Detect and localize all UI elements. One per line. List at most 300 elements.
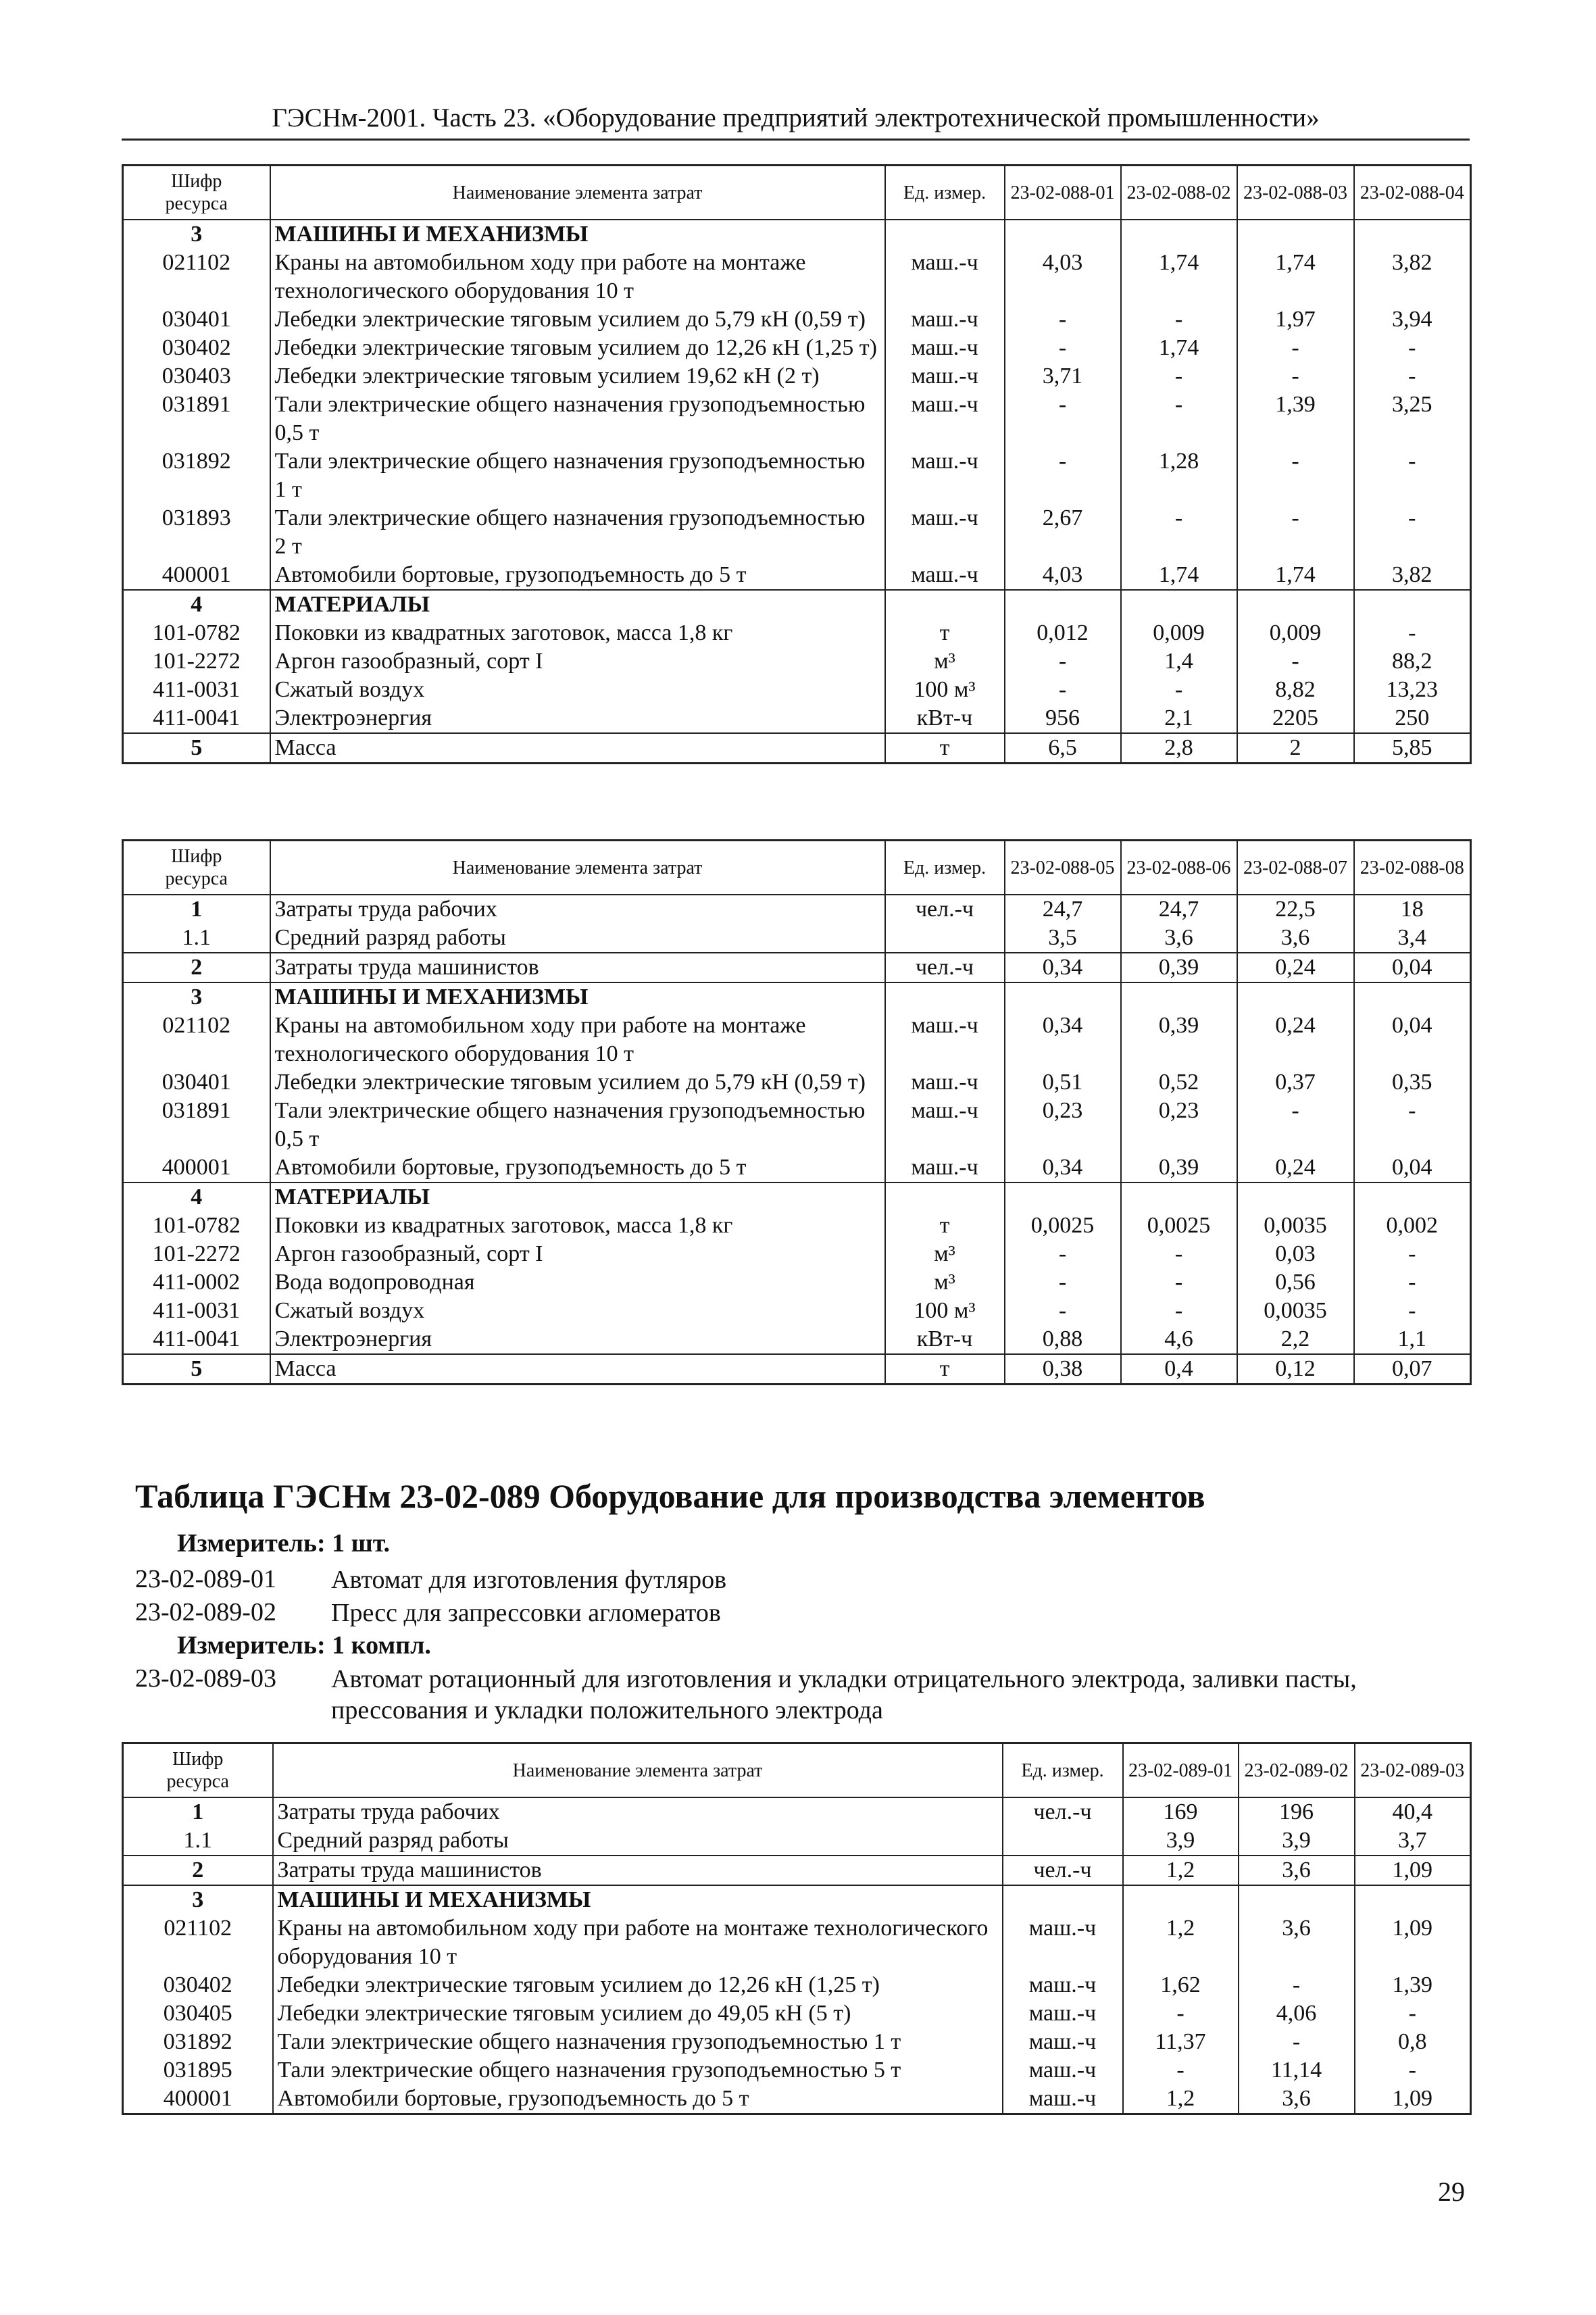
- norm-value: 88,2: [1354, 647, 1471, 676]
- column-header-code: [123, 841, 270, 895]
- norm-value: -: [1237, 334, 1354, 362]
- unit-of-measure: маш.-ч: [885, 1012, 1005, 1068]
- unit-of-measure: 100 м³: [885, 676, 1005, 704]
- norm-value: [1121, 982, 1237, 1012]
- resource-code: 021102: [123, 1914, 273, 1971]
- norm-value: -: [1354, 1297, 1471, 1325]
- column-header-code-line: ресурса: [165, 868, 228, 889]
- unit-of-measure: м³: [885, 647, 1005, 676]
- norm-value: 1,1: [1354, 1325, 1471, 1354]
- cost-element-name: Лебедки электрические тяговым усилием до 5,79 кН (0,59 т): [270, 305, 885, 334]
- norm-value: 24,7: [1121, 895, 1237, 924]
- resource-code: 5: [123, 1354, 270, 1385]
- norm-value: [1121, 1183, 1237, 1212]
- norm-value: 0,009: [1237, 619, 1354, 647]
- cost-element-name: Лебедки электрические тяговым усилием до 5,79 кН (0,59 т): [270, 1068, 885, 1097]
- norm-value: 1,74: [1121, 249, 1237, 305]
- norm-value: -: [1005, 305, 1121, 334]
- column-header-norm: 23-02-088-03: [1237, 166, 1354, 220]
- column-header-norm: 23-02-088-07: [1237, 841, 1354, 895]
- norm-value: 1,62: [1123, 1971, 1239, 1999]
- norm-value: 4,03: [1005, 561, 1121, 590]
- norm-value: 4,03: [1005, 249, 1121, 305]
- column-header-norm: 23-02-088-05: [1005, 841, 1121, 895]
- table-row: [123, 1012, 1471, 1068]
- norm-value: [1354, 1183, 1471, 1212]
- resource-code: 4: [123, 590, 270, 619]
- norm-value: 1,4: [1121, 647, 1237, 676]
- unit-of-measure: кВт-ч: [885, 1325, 1005, 1354]
- norm-value: -: [1005, 391, 1121, 447]
- unit-of-measure: [885, 982, 1005, 1012]
- norm-value: 3,6: [1237, 924, 1354, 953]
- norm-value: 4,6: [1121, 1325, 1237, 1354]
- unit-of-measure: маш.-ч: [885, 334, 1005, 362]
- resource-code: 030402: [123, 334, 270, 362]
- norm-value: [1354, 220, 1471, 249]
- norm-value: -: [1123, 2056, 1239, 2085]
- table-header-row: [123, 166, 1471, 220]
- resource-code: 101-2272: [123, 1240, 270, 1268]
- cost-element-name: Краны на автомобильном ходу при работе на монтаже технологического оборудования 10 т: [273, 1914, 1003, 1971]
- norm-value: 0,002: [1354, 1212, 1471, 1240]
- cost-element-name: Электроэнергия: [270, 704, 885, 733]
- norm-value: 0,23: [1005, 1097, 1121, 1153]
- norm-value: 1,2: [1123, 2085, 1239, 2114]
- table-title: Таблица ГЭСНм 23-02-089 Оборудование для производства элементов: [135, 1477, 1205, 1515]
- cost-element-name: Краны на автомобильном ходу при работе на монтаже технологического оборудования 10 т: [270, 1012, 885, 1068]
- cost-element-name: Аргон газообразный, сорт I: [270, 1240, 885, 1268]
- norm-value: [1123, 1885, 1239, 1914]
- unit-of-measure: чел.-ч: [1003, 1797, 1123, 1826]
- cost-element-name: Тали электрические общего назначения грузоподъемностью 0,5 т: [270, 391, 885, 447]
- norm-value: [1354, 982, 1471, 1012]
- unit-of-measure: маш.-ч: [1003, 2056, 1123, 2085]
- norm-value: [1239, 1885, 1355, 1914]
- norm-value: 22,5: [1237, 895, 1354, 924]
- resource-code: 030402: [123, 1971, 273, 1999]
- column-header-norm: 23-02-089-03: [1355, 1743, 1471, 1798]
- norm-value: -: [1005, 447, 1121, 504]
- unit-of-measure: 100 м³: [885, 1297, 1005, 1325]
- norm-value: 2205: [1237, 704, 1354, 733]
- table-row: [123, 1999, 1471, 2028]
- norm-value: 4,06: [1239, 1999, 1355, 2028]
- table-row: [123, 391, 1471, 447]
- table-row: [123, 1797, 1471, 1826]
- norm-value: -: [1121, 1297, 1237, 1325]
- column-header-code: [123, 166, 270, 220]
- norm-value: 0,07: [1354, 1354, 1471, 1385]
- norm-value: 8,82: [1237, 676, 1354, 704]
- norm-value: -: [1355, 2056, 1471, 2085]
- cost-element-name: Вода водопроводная: [270, 1268, 885, 1297]
- norm-value: 11,14: [1239, 2056, 1355, 2085]
- work-item-code: 23-02-089-02: [135, 1598, 276, 1626]
- norm-value: 196: [1239, 1797, 1355, 1826]
- cost-element-name: Поковки из квадратных заготовок, масса 1,8 кг: [270, 1212, 885, 1240]
- table-row: [123, 1826, 1471, 1856]
- norm-value: -: [1121, 305, 1237, 334]
- cost-element-name: Тали электрические общего назначения грузоподъемностью 2 т: [270, 504, 885, 561]
- norm-value: -: [1239, 2028, 1355, 2056]
- norm-value: 0,12: [1237, 1354, 1354, 1385]
- resource-code: 400001: [123, 1153, 270, 1183]
- table-row: [123, 895, 1471, 924]
- unit-of-measure: маш.-ч: [885, 447, 1005, 504]
- norm-value: -: [1354, 1097, 1471, 1153]
- resource-code: 031893: [123, 504, 270, 561]
- column-header-code-line: Шифр: [172, 1749, 224, 1770]
- unit-of-measure: маш.-ч: [1003, 2085, 1123, 2114]
- unit-of-measure: м³: [885, 1240, 1005, 1268]
- cost-element-name: Электроэнергия: [270, 1325, 885, 1354]
- norm-value: 956: [1005, 704, 1121, 733]
- norm-value: -: [1121, 676, 1237, 704]
- work-item-code: 23-02-089-03: [135, 1664, 276, 1693]
- norm-value: 1,74: [1121, 561, 1237, 590]
- norm-value: -: [1354, 504, 1471, 561]
- norm-value: 0,39: [1121, 953, 1237, 982]
- work-item-code: 23-02-089-01: [135, 1565, 276, 1593]
- norm-value: -: [1354, 1268, 1471, 1297]
- norm-value: 24,7: [1005, 895, 1121, 924]
- column-header-norm: 23-02-088-08: [1354, 841, 1471, 895]
- norm-value: 2,67: [1005, 504, 1121, 561]
- unit-of-measure: маш.-ч: [1003, 1971, 1123, 1999]
- resource-code: 3: [123, 220, 270, 249]
- column-header-name: Наименование элемента затрат: [270, 166, 885, 220]
- norm-value: 0,8: [1355, 2028, 1471, 2056]
- table-row: [123, 1914, 1471, 1971]
- cost-element-name: Лебедки электрические тяговым усилием до 12,26 кН (1,25 т): [270, 334, 885, 362]
- norm-value: -: [1237, 647, 1354, 676]
- table-row: [123, 2028, 1471, 2056]
- table-row: [123, 561, 1471, 590]
- norm-value: 0,0025: [1121, 1212, 1237, 1240]
- cost-element-name: Затраты труда машинистов: [270, 953, 885, 982]
- table-row: [123, 1212, 1471, 1240]
- column-header-norm: 23-02-088-04: [1354, 166, 1471, 220]
- column-header-norm: 23-02-089-02: [1239, 1743, 1355, 1798]
- norm-value: 0,24: [1237, 1012, 1354, 1068]
- resource-code: 101-0782: [123, 1212, 270, 1240]
- section-row: [123, 1183, 1471, 1212]
- resource-code: 411-0031: [123, 1297, 270, 1325]
- norm-value: 1,09: [1355, 1914, 1471, 1971]
- norm-value: -: [1005, 647, 1121, 676]
- norm-value: -: [1005, 334, 1121, 362]
- unit-of-measure: маш.-ч: [1003, 2028, 1123, 2056]
- unit-of-measure: [885, 590, 1005, 619]
- table-row: [123, 1971, 1471, 1999]
- unit-of-measure: чел.-ч: [1003, 1856, 1123, 1885]
- unit-of-measure: т: [885, 1354, 1005, 1385]
- norm-value: 11,37: [1123, 2028, 1239, 2056]
- norm-value: [1237, 1183, 1354, 1212]
- norm-value: 1,09: [1355, 1856, 1471, 1885]
- cost-element-name: Затраты труда машинистов: [273, 1856, 1003, 1885]
- resource-code: 411-0041: [123, 704, 270, 733]
- cost-element-name: Тали электрические общего назначения грузоподъемностью 1 т: [270, 447, 885, 504]
- norm-value: [1005, 982, 1121, 1012]
- norm-value: [1355, 1885, 1471, 1914]
- column-header-norm: 23-02-089-01: [1123, 1743, 1239, 1798]
- norm-value: [1005, 590, 1121, 619]
- table-row: [123, 1297, 1471, 1325]
- norm-value: 250: [1354, 704, 1471, 733]
- cost-element-name: Поковки из квадратных заготовок, масса 1,8 кг: [270, 619, 885, 647]
- norm-value: 5,85: [1354, 733, 1471, 764]
- cost-element-name: Автомобили бортовые, грузоподъемность до 5 т: [270, 561, 885, 590]
- table-row: [123, 924, 1471, 953]
- resource-code: 4: [123, 1183, 270, 1212]
- norm-value: 1,39: [1355, 1971, 1471, 1999]
- section-row: [123, 220, 1471, 249]
- resource-code: 021102: [123, 249, 270, 305]
- norm-value: 2,2: [1237, 1325, 1354, 1354]
- column-header-norm: 23-02-088-01: [1005, 166, 1121, 220]
- norm-value: 0,009: [1121, 619, 1237, 647]
- unit-of-measure: м³: [885, 1268, 1005, 1297]
- norm-value: 3,9: [1239, 1826, 1355, 1856]
- cost-element-name: Масса: [270, 733, 885, 764]
- table-row: [123, 504, 1471, 561]
- table-row: [123, 733, 1471, 764]
- resource-code: 031891: [123, 391, 270, 447]
- section-row: [123, 590, 1471, 619]
- norm-value: 0,35: [1354, 1068, 1471, 1097]
- column-header-unit: Ед. измер.: [885, 166, 1005, 220]
- norm-value: 1,97: [1237, 305, 1354, 334]
- norm-value: 3,71: [1005, 362, 1121, 391]
- cost-element-name: Тали электрические общего назначения грузоподъемностью 1 т: [273, 2028, 1003, 2056]
- unit-of-measure: маш.-ч: [885, 362, 1005, 391]
- resource-code: 411-0031: [123, 676, 270, 704]
- unit-of-measure: [885, 924, 1005, 953]
- norm-value: 0,04: [1354, 1012, 1471, 1068]
- norm-value: -: [1005, 676, 1121, 704]
- norm-value: 1,28: [1121, 447, 1237, 504]
- table-row: [123, 1856, 1471, 1885]
- column-header-code: [123, 1743, 273, 1798]
- resource-code: 3: [123, 1885, 273, 1914]
- norm-value: 3,94: [1354, 305, 1471, 334]
- column-header-code-line: ресурса: [165, 193, 228, 214]
- norm-value: 40,4: [1355, 1797, 1471, 1826]
- resource-code: 5: [123, 733, 270, 764]
- norm-value: -: [1237, 1097, 1354, 1153]
- norm-value: [1005, 220, 1121, 249]
- table-row: [123, 249, 1471, 305]
- unit-of-measure: т: [885, 733, 1005, 764]
- norm-value: 0,39: [1121, 1012, 1237, 1068]
- norm-value: -: [1237, 362, 1354, 391]
- unit-of-measure: т: [885, 1212, 1005, 1240]
- resource-table-088-05-08: [122, 839, 1472, 1385]
- cost-element-name: Автомобили бортовые, грузоподъемность до 5 т: [270, 1153, 885, 1183]
- norm-value: 0,04: [1354, 953, 1471, 982]
- norm-value: 1,2: [1123, 1856, 1239, 1885]
- table-row: [123, 704, 1471, 733]
- cost-element-name: Краны на автомобильном ходу при работе на монтаже технологического оборудования 10 т: [270, 249, 885, 305]
- resource-code: 030403: [123, 362, 270, 391]
- norm-value: -: [1121, 362, 1237, 391]
- resource-code: 411-0041: [123, 1325, 270, 1354]
- resource-code: 031895: [123, 2056, 273, 2085]
- norm-value: [1005, 1183, 1121, 1212]
- page-header: ГЭСНм-2001. Часть 23. «Оборудование предприятий электротехнической промышленности»: [122, 103, 1470, 141]
- unit-of-measure: чел.-ч: [885, 895, 1005, 924]
- norm-value: -: [1354, 362, 1471, 391]
- work-item-text: Пресс для запрессовки агломератов: [331, 1599, 721, 1627]
- column-header-unit: Ед. измер.: [885, 841, 1005, 895]
- norm-value: 2,1: [1121, 704, 1237, 733]
- work-item: [135, 1664, 1453, 1726]
- norm-value: [1237, 982, 1354, 1012]
- norm-value: [1354, 590, 1471, 619]
- table-row: [123, 647, 1471, 676]
- column-header-code-line: Шифр: [171, 171, 222, 192]
- unit-of-measure: маш.-ч: [885, 249, 1005, 305]
- work-item-text: Автомат для изготовления футляров: [331, 1566, 727, 1594]
- norm-value: -: [1121, 1268, 1237, 1297]
- norm-value: 0,52: [1121, 1068, 1237, 1097]
- table-row: [123, 1268, 1471, 1297]
- table-row: [123, 676, 1471, 704]
- norm-value: -: [1005, 1268, 1121, 1297]
- norm-value: 0,23: [1121, 1097, 1237, 1153]
- unit-of-measure: маш.-ч: [1003, 1999, 1123, 2028]
- norm-value: 0,24: [1237, 953, 1354, 982]
- table-row: [123, 619, 1471, 647]
- norm-value: 1,74: [1121, 334, 1237, 362]
- cost-element-name: Лебедки электрические тяговым усилием до 49,05 кН (5 т): [273, 1999, 1003, 2028]
- norm-value: 169: [1123, 1797, 1239, 1826]
- table-row: [123, 1097, 1471, 1153]
- norm-value: 3,6: [1121, 924, 1237, 953]
- column-header-norm: 23-02-088-02: [1121, 166, 1237, 220]
- cost-element-name: Затраты труда рабочих: [270, 895, 885, 924]
- norm-value: [1237, 590, 1354, 619]
- norm-value: -: [1005, 1240, 1121, 1268]
- cost-element-name: Лебедки электрические тяговым усилием 19,62 кН (2 т): [270, 362, 885, 391]
- norm-value: 13,23: [1354, 676, 1471, 704]
- norm-value: 0,0035: [1237, 1297, 1354, 1325]
- work-item-text: Автомат ротационный для изготовления и укладки отрицательного электрода, заливки пасты, прессования и укладки положительного электрода: [331, 1665, 1357, 1724]
- resource-code: 101-0782: [123, 619, 270, 647]
- cost-element-name: МАТЕРИАЛЫ: [270, 590, 885, 619]
- column-header-name: Наименование элемента затрат: [273, 1743, 1003, 1798]
- cost-element-name: Масса: [270, 1354, 885, 1385]
- table-row: [123, 1325, 1471, 1354]
- unit-of-measure: маш.-ч: [885, 1068, 1005, 1097]
- cost-element-name: Сжатый воздух: [270, 1297, 885, 1325]
- norm-value: -: [1123, 1999, 1239, 2028]
- page-number: 29: [1438, 2176, 1465, 2207]
- norm-value: 0,51: [1005, 1068, 1121, 1097]
- unit-of-measure: [885, 1183, 1005, 1212]
- cost-element-name: Тали электрические общего назначения грузоподъемностью 5 т: [273, 2056, 1003, 2085]
- norm-value: -: [1354, 619, 1471, 647]
- resource-code: 030401: [123, 1068, 270, 1097]
- resource-code: 031891: [123, 1097, 270, 1153]
- norm-value: 1,39: [1237, 391, 1354, 447]
- resource-code: 030405: [123, 1999, 273, 2028]
- norm-value: 3,6: [1239, 2085, 1355, 2114]
- cost-element-name: Средний разряд работы: [270, 924, 885, 953]
- norm-value: 3,9: [1123, 1826, 1239, 1856]
- norm-value: 0,34: [1005, 1012, 1121, 1068]
- norm-value: -: [1121, 504, 1237, 561]
- measure-unit-label: Измеритель: 1 шт.: [177, 1529, 391, 1558]
- norm-value: 0,0035: [1237, 1212, 1354, 1240]
- unit-of-measure: кВт-ч: [885, 704, 1005, 733]
- unit-of-measure: [1003, 1826, 1123, 1856]
- norm-value: 0,37: [1237, 1068, 1354, 1097]
- norm-value: 6,5: [1005, 733, 1121, 764]
- table-row: [123, 953, 1471, 982]
- cost-element-name: МАШИНЫ И МЕХАНИЗМЫ: [270, 220, 885, 249]
- norm-value: 1,09: [1355, 2085, 1471, 2114]
- norm-value: -: [1354, 334, 1471, 362]
- work-item: [135, 1564, 1453, 1595]
- section-row: [123, 982, 1471, 1012]
- table-row: [123, 1240, 1471, 1268]
- norm-value: 0,0025: [1005, 1212, 1121, 1240]
- norm-value: 1,2: [1123, 1914, 1239, 1971]
- norm-value: 1,74: [1237, 249, 1354, 305]
- norm-value: 0,012: [1005, 619, 1121, 647]
- resource-code: 400001: [123, 561, 270, 590]
- resource-code: 031892: [123, 447, 270, 504]
- unit-of-measure: т: [885, 619, 1005, 647]
- table-row: [123, 2085, 1471, 2114]
- table-row: [123, 2056, 1471, 2085]
- resource-code: 1.1: [123, 924, 270, 953]
- norm-value: -: [1355, 1999, 1471, 2028]
- resource-code: 1: [123, 1797, 273, 1826]
- unit-of-measure: [885, 220, 1005, 249]
- column-header-norm: 23-02-088-06: [1121, 841, 1237, 895]
- resource-code: 1.1: [123, 1826, 273, 1856]
- norm-value: -: [1354, 447, 1471, 504]
- resource-table-089: [122, 1742, 1472, 2115]
- resource-code: 021102: [123, 1012, 270, 1068]
- column-header-unit: Ед. измер.: [1003, 1743, 1123, 1798]
- unit-of-measure: [1003, 1885, 1123, 1914]
- norm-value: -: [1237, 447, 1354, 504]
- table-row: [123, 447, 1471, 504]
- norm-value: 0,04: [1354, 1153, 1471, 1183]
- section-row: [123, 1885, 1471, 1914]
- norm-value: 1,74: [1237, 561, 1354, 590]
- norm-value: 3,25: [1354, 391, 1471, 447]
- unit-of-measure: маш.-ч: [885, 305, 1005, 334]
- unit-of-measure: маш.-ч: [885, 504, 1005, 561]
- norm-value: -: [1121, 391, 1237, 447]
- table-header-row: [123, 1743, 1471, 1798]
- cost-element-name: Сжатый воздух: [270, 676, 885, 704]
- cost-element-name: Аргон газообразный, сорт I: [270, 647, 885, 676]
- table-row: [123, 1068, 1471, 1097]
- norm-value: 3,5: [1005, 924, 1121, 953]
- resource-code: 1: [123, 895, 270, 924]
- norm-value: -: [1121, 1240, 1237, 1268]
- resource-code: 411-0002: [123, 1268, 270, 1297]
- norm-value: 3,6: [1239, 1914, 1355, 1971]
- unit-of-measure: маш.-ч: [885, 1097, 1005, 1153]
